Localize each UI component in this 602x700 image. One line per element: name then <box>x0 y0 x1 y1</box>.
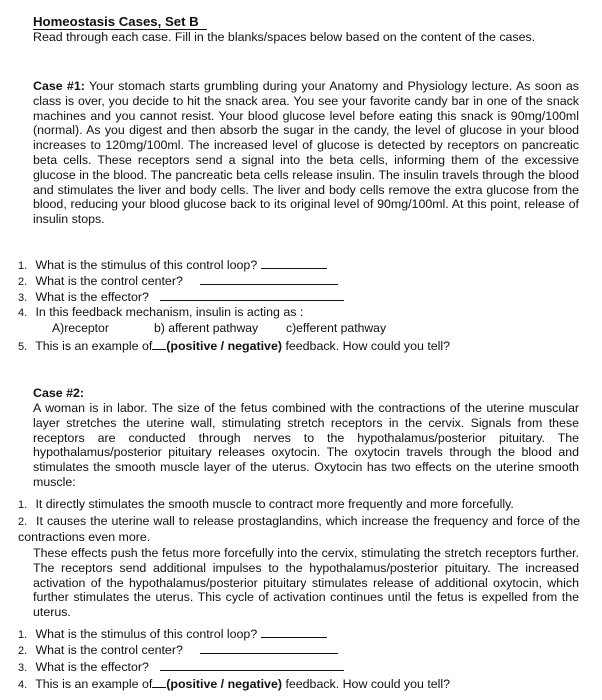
case2-answer-blank-1[interactable] <box>261 626 327 638</box>
case1-answer-blank-2[interactable] <box>200 273 338 285</box>
case1-question-4: 4. In this feedback mechanism, insulin is acting as : <box>18 305 304 319</box>
case2-answer-blank-3[interactable] <box>160 659 344 671</box>
case2-label: Case #2: <box>33 386 84 400</box>
case2-question-1: 1. What is the stimulus of this control loop? <box>18 626 327 643</box>
case2-answer-blank-2[interactable] <box>200 642 338 654</box>
case1-answer-blank-3[interactable] <box>160 289 344 301</box>
case2-question-3: 3. What is the effector? <box>18 659 344 676</box>
case1-answer-blank-5[interactable] <box>152 338 166 350</box>
case2-effect-1: 1. It directly stimulates the smooth muscle to contract more frequently and more forcefully. <box>18 497 514 511</box>
case2-paragraph-2: These effects push the fetus more forcefully into the cervix, stimulating the stretch receptors further. The receptors send additional impulses to the hypothalamus/posterior pituitary. The increased activation of the hypothalamus/posterior pituitary stimulates release of additional oxytocin, which further stimulates the uterus. This cycle of activation continues until the fetus is expelled from the uterus. <box>33 546 579 620</box>
case2-answer-blank-4[interactable] <box>152 676 166 688</box>
case1-question-2: 2. What is the control center? <box>18 273 338 290</box>
case1-body: Your stomach starts grumbling during your Anatomy and Physiology lecture. As soon as class is over, you decide to hit the snack area. You see your favorite candy bar in one of the snack machines and you cannot resist. Your blood glucose level before eating this snack is 90mg/100ml (normal). As you digest and then absorb the sugar in the candy, the level of glucose in your blood increases to 120mg/100ml. The increased level of glucose is detected by receptors on pancreatic beta cells. These receptors send a signal into the beta cells, informing them of the excessive glucose in the blood. The pancreatic beta cells release insulin. The insulin travels through the blood and stimulates the liver and body cells. The liver and body cells remove the extra glucose from the blood, reducing your blood glucose back to its original level of 90mg/100ml. At this point, release of insulin stops. <box>33 79 580 227</box>
case1-question-3: 3. What is the effector? <box>18 289 344 306</box>
instructions: Read through each case. Fill in the blanks/spaces below based on the content of the cases. <box>33 30 536 44</box>
case2-question-2: 2. What is the control center? <box>18 642 338 659</box>
case2-question-4: 4. This is an example of (positive / negative) feedback. How could you tell? <box>18 677 451 691</box>
case1-paragraph <box>33 79 579 227</box>
case1-label: Case #1: <box>33 79 85 93</box>
case2-effect-2: 2. It causes the uterine wall to release prostaglandins, which increase the frequency and force of the contractions even more. <box>18 514 580 544</box>
option-receptor[interactable]: A)receptor <box>52 321 109 335</box>
case1-question-1: 1. What is the stimulus of this control loop? <box>18 257 327 274</box>
case2-paragraph: A woman is in labor. The size of the fetus combined with the contractions of the uterine muscular layer stretches the uterine wall, stimulating stretch receptors in the cervix. Signals from these receptors are conducted through nerves to the hypothalamus/posterior pituitary. The hypothalamus/posterior pituitary releases oxytocin. The oxytocin travels through the blood and stimulates the smooth muscle layer of the uterus. Oxytocin has two effects on the uterine smooth muscle: <box>33 401 579 489</box>
option-afferent-pathway[interactable]: b) afferent pathway <box>154 321 259 335</box>
worksheet-title: Homeostasis Cases, Set B <box>33 14 199 29</box>
case1-question-5: 5. This is an example of (positive / negative) feedback. How could you tell? <box>18 339 451 353</box>
option-efferent-pathway[interactable]: c)efferent pathway <box>286 321 387 335</box>
case1-answer-blank-1[interactable] <box>261 257 327 269</box>
